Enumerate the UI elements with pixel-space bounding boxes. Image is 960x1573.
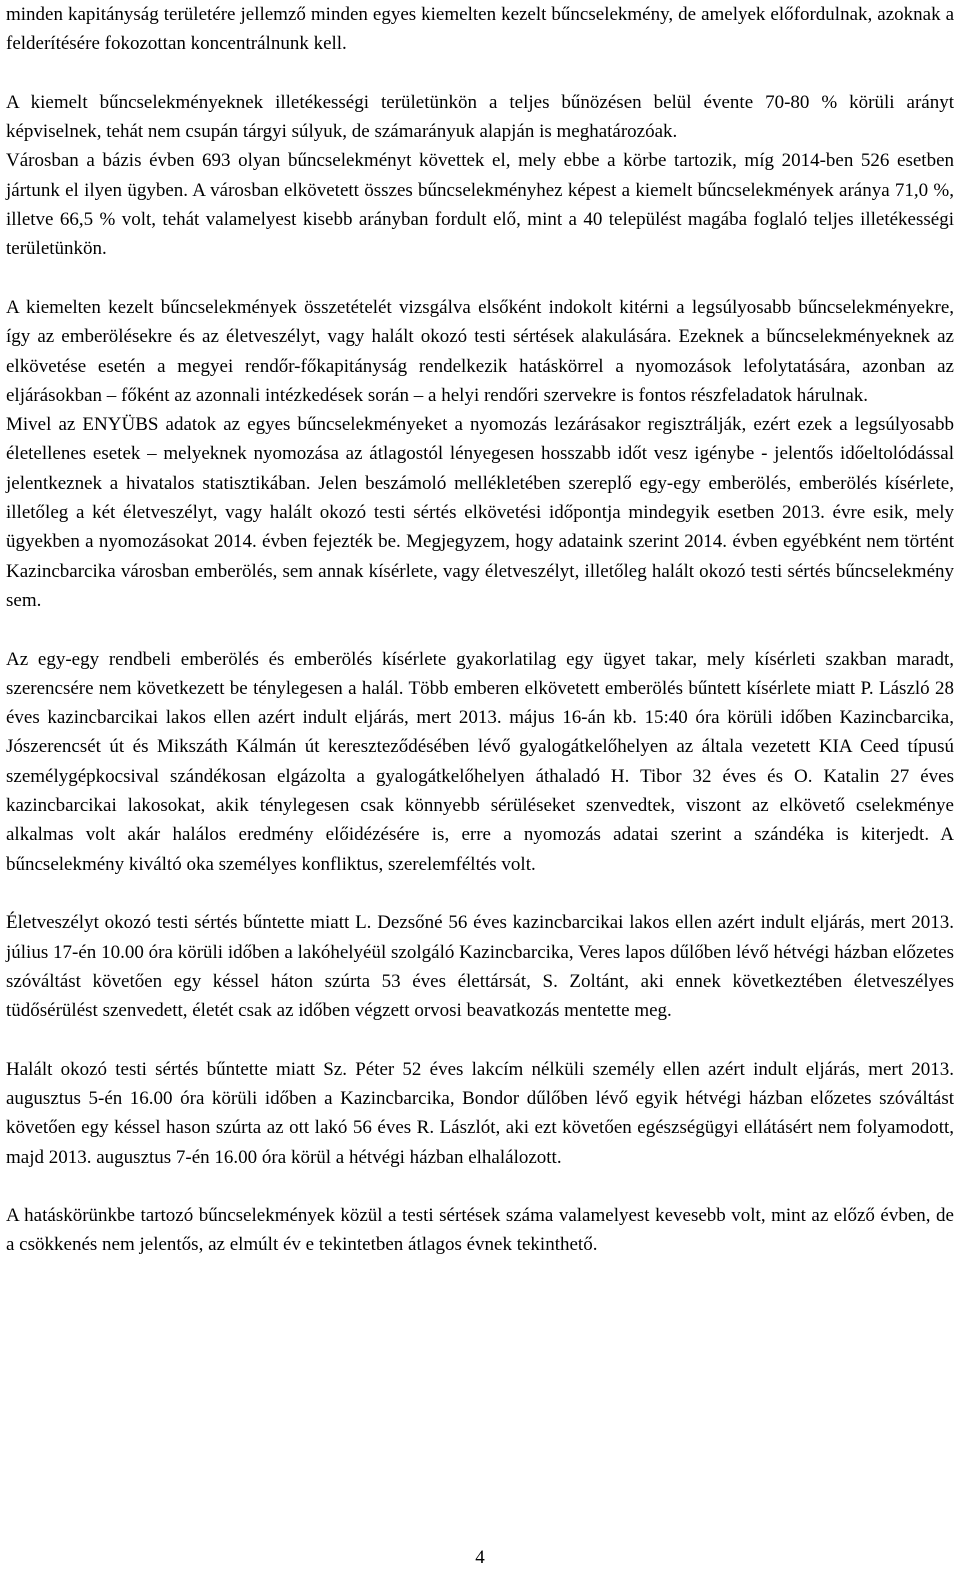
paragraph-fatal-injury-case: Halált okozó testi sértés bűntette miatt Sz. Péter 52 éves lakcím nélküli személy ellen azért indult eljárás, mert 2013. augusztus 5-én 16.00 óra körüli időben a Kazincbarcika, Bondor dűlőben lévő egyik hétvégi házban előzetes szóváltást követően egy késsel hason szúrta az ott lakó 56 éves R. Lászlót, aki ezt követően egészségügyi ellátásért nem folyamodott, majd 2013. augusztus 7-én 16.00 óra körül a hétvégi házban elhalálozott. — [6, 1058, 954, 1168]
paragraph-spacer — [6, 264, 954, 293]
paragraph-enyubs-data: Mivel az ENYÜBS adatok az egyes bűncselekményeket a nyomozás lezárásakor regisztrálják, ezért ezek a legsúlyosabb életellenes esetek – melyeknek nyomozása az átlagostól lényegesen hosszabb időt vesz igénybe - jelentős időeltolódással jelentkeznek a hivatalos statisztikában. Jelen beszámoló mellékletében szereplő egy-egy emberölés, emberölés kísérlete, illetőleg a két életveszélyt, vagy halált okozó testi sértés elkövetési időpontja mindegyik esetben 2013. évre esik, mely ügyekben a nyomozásokat 2014. évben fejezték be. Megjegyzem, hogy adataink szerint 2014. évben egyébként nem történt Kazincbarcika városban emberölés, sem annak kísérlete, vagy életveszélyt, illetőleg halált okozó testi sértés bűncselekmény sem. — [6, 414, 954, 611]
paragraph-spacer — [6, 59, 954, 88]
paragraph-spacer — [6, 1025, 954, 1054]
paragraph-share-of-crimes: A kiemelt bűncselekményeknek illetékességi területünkön a teljes bűnözésen belül évente 70-80 % körüli arányt képviselnek, tehát nem csupán tárgyi súlyuk, de számarányuk alapján is meghatározóak. — [6, 91, 954, 143]
paragraph-intro-continuation: minden kapitányság területére jellemző minden egyes kiemelten kezelt bűncselekmény, de amelyek előfordulnak, azoknak a felderítésére fokozottan koncentrálnunk kell. — [6, 4, 954, 55]
paragraph-homicide-attempt-case: Az egy-egy rendbeli emberölés és emberölés kísérlete gyakorlatilag egy ügyet takar, mely kísérleti szakban maradt, szerencsére nem következett be ténylegesen a halál. Több emberen elkövetett emberölés bűntett kísérlete miatt P. László 28 éves kazincbarcikai lakos ellen azért indult eljárás, mert 2013. május 16-án kb. 15:40 óra körüli időben Kazincbarcika, Jószerencsét út és Mikszáth Kálmán út kereszteződésében lévő gyalogátkelőhelyen az általa vezetett KIA Ceed típusú személygépkocsival szándékosan elgázolta a gyalogátkelőhelyen áthaladó H. Tibor 32 éves és O. Katalin 27 éves kazincbarcikai lakosokat, akik ténylegesen csak könnyebb sérüléseket szenvedtek, viszont az elkövető cselekménye alkalmas volt akár halálos eredmény előidézésére is, erre a nyomozás adatai szerint a szándéka is kiterjedt. A bűncselekmény kiváltó oka személyes konfliktus, szerelemféltés volt. — [6, 648, 954, 875]
paragraph-spacer — [6, 615, 954, 644]
paragraph-bodily-harm-summary: A hatáskörünkbe tartozó bűncselekmények közül a testi sértések száma valamelyest kevesebb volt, mint az előző évben, de a csökkenés nem jelentős, az elmúlt év e tekintetben átlagos évnek tekinthető. — [6, 1205, 954, 1256]
document-page — [6, 0, 954, 1260]
paragraph-serious-crimes: A kiemelten kezelt bűncselekmények összetételét vizsgálva elsőként indokolt kitérni a legsúlyosabb bűncselekményekre, így az emberölésekre és az életveszélyt, vagy halált okozó testi sértések alakulására. Ezeknek a bűncselekményeknek az elkövetése esetén a megyei rendőr-főkapitányság rendelkezik hatáskörrel a nyomozások lefolytatására, azonban az eljárásokban – főként az azonnali intézkedések során – a helyi rendőri szervekre is fontos részfeladatok hárulnak. — [6, 296, 954, 406]
paragraph-spacer — [6, 879, 954, 908]
paragraph-life-threatening-injury-case: Életveszélyt okozó testi sértés bűntette miatt L. Dezsőné 56 éves kazincbarcikai lakos ellen azért indult eljárás, mert 2013. július 17-én 10.00 óra körüli időben a lakóhelyéül szolgáló Kazincbarcika, Veres lapos dűlőben lévő hétvégi házban előzetes szóváltást követően egy késsel háton szúrta 53 éves élettársát, S. Zoltánt, aki ennek következtében életveszélyes tüdősérülést szenvedett, életét csak az időben végzett orvosi beavatkozás mentette meg. — [6, 912, 954, 1022]
paragraph-city-statistics: Városban a bázis évben 693 olyan bűncselekményt követtek el, mely ebbe a körbe tartozik, míg 2014-ben 526 esetben jártunk el ilyen ügyben. A városban elkövetett összes bűncselekményhez képest a kiemelt bűncselekmények aránya 71,0 %, illetve 66,5 % volt, tehát valamelyest kisebb arányban fordult elő, mint a 40 települést magába foglaló teljes illetékességi területünkön. — [6, 150, 954, 260]
page-number: 4 — [475, 1547, 485, 1568]
paragraph-spacer — [6, 1172, 954, 1201]
